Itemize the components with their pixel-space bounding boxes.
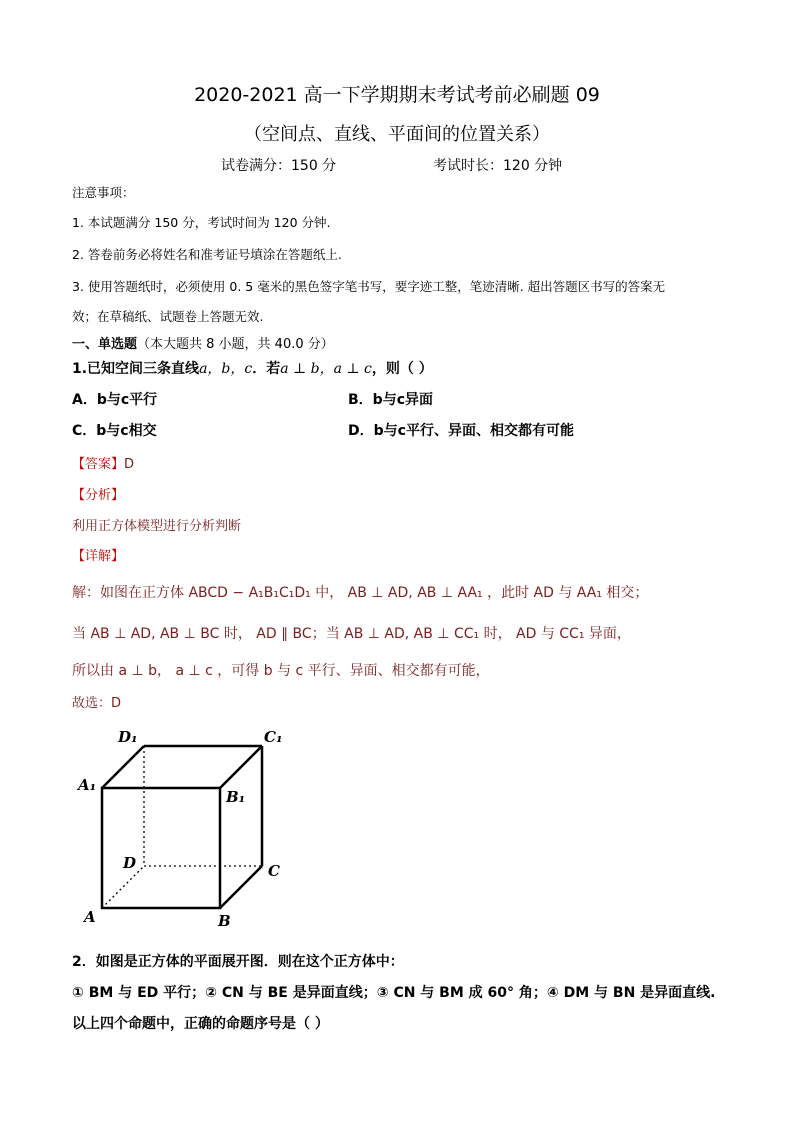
edge-b-c bbox=[220, 866, 262, 908]
label-b: B bbox=[218, 912, 231, 930]
section-heading bbox=[72, 333, 334, 352]
q1-option-a[interactable] bbox=[72, 389, 157, 409]
q1-choice: 故选：D bbox=[72, 696, 122, 711]
section-info: （本大题共 8 小题，共 40.0 分） bbox=[137, 337, 334, 352]
exam-title: 2020-2021 高一下学期期末考试考前必刷题 09 bbox=[194, 84, 600, 106]
label-d: D bbox=[123, 854, 137, 872]
label-c1: C₁ bbox=[264, 728, 283, 746]
option-text: b与c平行 bbox=[96, 392, 158, 408]
q1-stem-suffix: ，则（ ） bbox=[371, 361, 433, 377]
full-score: 试卷满分：150 分 bbox=[221, 158, 337, 174]
q1-stem-vars: a，b，c bbox=[199, 361, 253, 377]
option-label: A． bbox=[72, 392, 97, 408]
q1-stem-mid: ．若 bbox=[252, 361, 281, 377]
q2-ask: 以上四个命题中，正确的命题序号是（ ） bbox=[72, 1016, 329, 1032]
label-c: C bbox=[268, 862, 280, 880]
q1-detail-line-2: 当 AB ⊥ AD, AB ⊥ BC 时， AD ∥ BC；当 AB ⊥ AD, AB ⊥ CC₁ 时， AD 与 CC₁ 异面， bbox=[72, 626, 631, 642]
q1-option-d[interactable] bbox=[348, 420, 574, 440]
notes-heading: 注意事项： bbox=[72, 185, 135, 200]
option-label: C． bbox=[72, 423, 97, 439]
answer-value: D bbox=[124, 457, 135, 472]
section-title: 一、单选题 bbox=[72, 337, 138, 352]
note-item-3-line-1: 3. 使用答题纸时，必须使用 0. 5 毫米的黑色签字笔书写，要字迹工整，笔迹清晰. 超出答题区书写的答案无 bbox=[72, 279, 666, 294]
label-a1: A₁ bbox=[78, 776, 97, 794]
q2-propositions: ① BM 与 ED 平行；② CN 与 BE 是异面直线；③ CN 与 BM 成 60° 角；④ DM 与 BN 是异面直线. bbox=[72, 985, 716, 1001]
edge-a1-d1 bbox=[102, 746, 144, 788]
option-text: b与c相交 bbox=[96, 423, 157, 439]
q1-detail-line-1: 解：如图在正方体 ABCD − A₁B₁C₁D₁ 中， AB ⊥ AD, AB ⊥ AA₁ ，此时 AD 与 AA₁ 相交； bbox=[72, 585, 649, 601]
option-label: D． bbox=[348, 423, 374, 439]
option-label: B． bbox=[348, 392, 373, 408]
cube-figure bbox=[70, 720, 310, 935]
edge-a-d-hidden bbox=[102, 866, 144, 908]
label-b1: B₁ bbox=[226, 788, 246, 806]
note-item-2: 2. 答卷前务必将姓名和准考证号填涂在答题纸上. bbox=[72, 247, 342, 262]
edge-b1-c1 bbox=[220, 746, 262, 788]
q1-stem bbox=[72, 358, 433, 378]
answer-tag: 【答案】 bbox=[72, 457, 125, 472]
q1-option-c[interactable] bbox=[72, 420, 157, 440]
q1-option-b[interactable] bbox=[348, 389, 433, 409]
q2-stem: 2．如图是正方体的平面展开图．则在这个正方体中： bbox=[72, 954, 404, 970]
exam-subtitle: （空间点、直线、平面间的位置关系） bbox=[244, 124, 550, 145]
option-text: b与c异面 bbox=[372, 392, 433, 408]
q1-detail-tag: 【详解】 bbox=[72, 549, 125, 564]
note-item-1: 1. 本试题满分 150 分，考试时间为 120 分钟. bbox=[72, 215, 331, 230]
label-a: A bbox=[84, 908, 96, 926]
label-d1: D₁ bbox=[118, 728, 138, 746]
q1-analysis-tag: 【分析】 bbox=[72, 488, 125, 503]
note-item-3-line-2: 效；在草稿纸、试题卷上答题无效. bbox=[72, 309, 264, 324]
option-text: b与c平行、异面、相交都有可能 bbox=[373, 423, 574, 439]
q1-answer bbox=[72, 453, 134, 472]
q1-detail-line-3: 所以由 a ⊥ b， a ⊥ c ，可得 b 与 c 平行、异面、相交都有可能， bbox=[72, 663, 490, 679]
q1-stem-cond: a ⊥ b，a ⊥ c bbox=[280, 361, 372, 377]
exam-duration: 考试时长：120 分钟 bbox=[433, 158, 563, 174]
q1-stem-prefix: 1.已知空间三条直线 bbox=[72, 361, 200, 377]
q1-analysis-text: 利用正方体模型进行分析判断 bbox=[72, 519, 242, 534]
